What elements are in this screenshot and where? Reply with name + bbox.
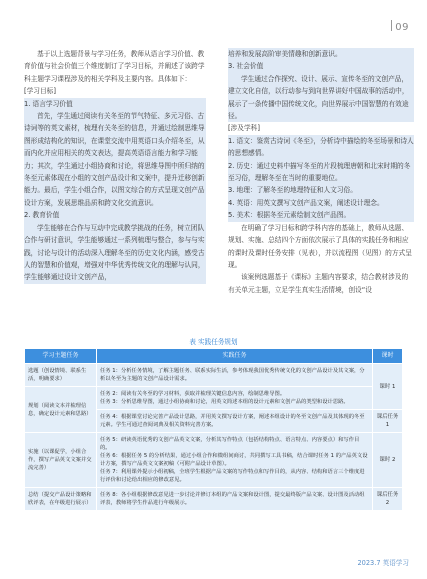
task-text: 任务 2：阅读有关冬至的学习材料，获取并梳理关键信息内容，绘制思维导图。 (100, 391, 286, 397)
hours-cell: 课时 2 (373, 433, 403, 488)
language-value-text: 首先，学生通过阅读有关冬至的节气特征、多元习俗、古诗词等的英文素材，梳理有关冬至的信息，并通过绘制思维导图形成结构化的知识，在课堂交流中用英语口头介绍冬至，从而内化并应用相关的英文表达，提高英语语言能力和学习能力；其次，学生通过小组协商和讨论，将思维导图中所归纳的冬至元素体现在小组的文创产品设计和文案中，提升迁移创新能力。最后，学生小组合作，以图文综合的方式呈现文创产品设计方案，发展思维品质和跨文化交流意识。 (24, 112, 205, 207)
task-text: 任务 8：各小组根据修改意见进一步讨论并修订本组的产品文案和设计图，提交最终版产品文案、设计图及活动组评表，教师将学生作品进行年级展示。 (100, 492, 365, 506)
learning-goals-box (24, 98, 206, 284)
topic-cell: 总结（提交产品设计策略和欣评表，在年级进行展示） (25, 488, 97, 511)
subjects-box (228, 135, 414, 222)
table-header-row (25, 349, 403, 364)
subjects-heading: [涉及学科] (228, 124, 260, 133)
task-text: 任务 3：分析思维导图，通过小组协商和讨论，用英文简述本组的设计元素和文创产品的类型和设计思路。 (100, 399, 349, 405)
right-column (228, 48, 414, 296)
header-tasks: 实践任务 (97, 349, 373, 364)
table-row (25, 488, 403, 511)
left-column (24, 48, 206, 284)
task-text: 任务 7：利用课外提示小组初稿，全班学生根据产品文案的写作特点和写作目的，从内容、结构和语言三个维度进行评价和讨论给出相应的修改意见。 (100, 469, 365, 483)
outro-paragraph-2: 该案例选题基于《课标》主题内容要求，结合教材涉及的有关单元主题，立足学生真实生活情境，创设“设 (228, 273, 409, 294)
task-text: 任务 4：根据课堂讨论完善产品设计思路，并用英文撰写设计方案，阐述本组设计的冬至文创产品及其体现的冬至元素。学生可通过查阅词典及相关资料完善方案。 (100, 414, 365, 428)
task-text: 任务 6：根据任务 5 的分析结果，通过小组合作和微组间商讨，共同撰写工具书稿，结合课时任务 1 的产品英文设计方案，撰写产品英文文案初稿（可附产品设计草图）。 (100, 453, 368, 467)
tasks-cell (97, 433, 373, 488)
topic-cell: 选题（创设情境、联系生活，明确要求） (25, 364, 97, 387)
task-text: 任务 1：分析任务情境，了解主题任务、联系实际生活，参考体现我国优秀传统文化的文创产品设计及其文案，分析以冬至为主题的文创产品设计需求。 (100, 368, 365, 382)
topic-cell: 实施（以课促学，小组合作，撰写产品英文文案并交流完善） (25, 433, 97, 488)
subject-item: 5. 美术：根据冬至元素绘制文创产品图。 (228, 211, 351, 220)
education-value-cont: 培养和发展高阶审美情趣和创新意识。 (228, 50, 342, 58)
language-value-heading: 1. 语言学习价值 (24, 99, 73, 108)
task-plan-table (24, 348, 403, 511)
header-topic: 学习主题任务 (25, 349, 97, 364)
social-value-heading: 3. 社会价值 (228, 62, 264, 71)
learning-goals-box-cont (228, 48, 414, 122)
hours-cell: 课后任务 1 (373, 410, 403, 433)
table-row (25, 364, 403, 387)
subject-item: 2. 历史：通过史料中描写冬至的片段梳理唐朝和北宋时期的冬至习俗，理解冬至在当时的重要地位。 (228, 161, 411, 183)
tasks-cell (97, 488, 373, 511)
topic-cell: 规划（阅读文本并梳理信息，确定设计元素和思路） (25, 387, 97, 433)
subject-item: 4. 英语：用英文撰写文创产品文案，阐述设计理念。 (228, 198, 384, 207)
header-hours: 课时 (373, 349, 403, 364)
table-row (25, 387, 403, 410)
tasks-cell (97, 387, 373, 410)
intro-paragraph: 基于以上选题背景与学习任务，教师从语言学习价值、教育价值与社会价值三个维度制订了学习目标，并阐述了该跨学科主题学习课程涉及的相关学科及主要内容。具体如下： (24, 50, 205, 83)
subject-item: 1. 语文：鉴赏古诗词《冬至》，分析诗中描绘的冬至场景和诗人的思想感情。 (228, 136, 414, 158)
journal-footer: 2023.7 英语学习 (357, 559, 409, 567)
hours-cell: 课后任务 2 (373, 488, 403, 511)
tasks-cell (97, 410, 373, 433)
education-value-heading: 2. 教育价值 (24, 211, 60, 220)
subject-item: 3. 地理：了解冬至的地理特征和人文习俗。 (228, 186, 357, 195)
task-text: 任务 5：研读英语优秀的文创产品英文文案，分析其写作特点（包括结构特点、语言特点、内容要点）和写作目的。 (100, 437, 360, 451)
table-title: 表 实践任务规划 (189, 338, 238, 346)
table-row (25, 433, 403, 488)
education-value-text: 学生能够在合作与互动中完成教学挑战的任务，树立团队合作与研讨意识，学生能够通过一系列梳理与整合，参与与实践，讨论与设计的活动深入理解冬至的历史文化内涵，感受古人的智慧和价值观，增强对中华优秀传统文化的理解与认同，学生能够通过设计文创产品， (24, 223, 205, 282)
tasks-cell (97, 364, 373, 387)
page-number: 09 (391, 20, 409, 33)
social-value-text: 学生通过合作探究、设计、展示、宣传冬至的文创产品，建立文化自信，以行动参与到向世界讲好中国故事的活动中，展示了一条传播中国传统文化，向世界展示中国智慧的有效途径。 (228, 74, 409, 121)
hours-cell: 课时 1 (373, 364, 403, 410)
goals-heading: [学习目标] (24, 87, 56, 96)
outro-paragraph: 在明确了学习目标和跨学科内容的基础上，教师从选题、规划、实施、总结四个方面依次展示了具体的实践任务和相应的课时及课时任务安排（见表），并以流程图（见图）的方式呈现。 (228, 223, 412, 269)
